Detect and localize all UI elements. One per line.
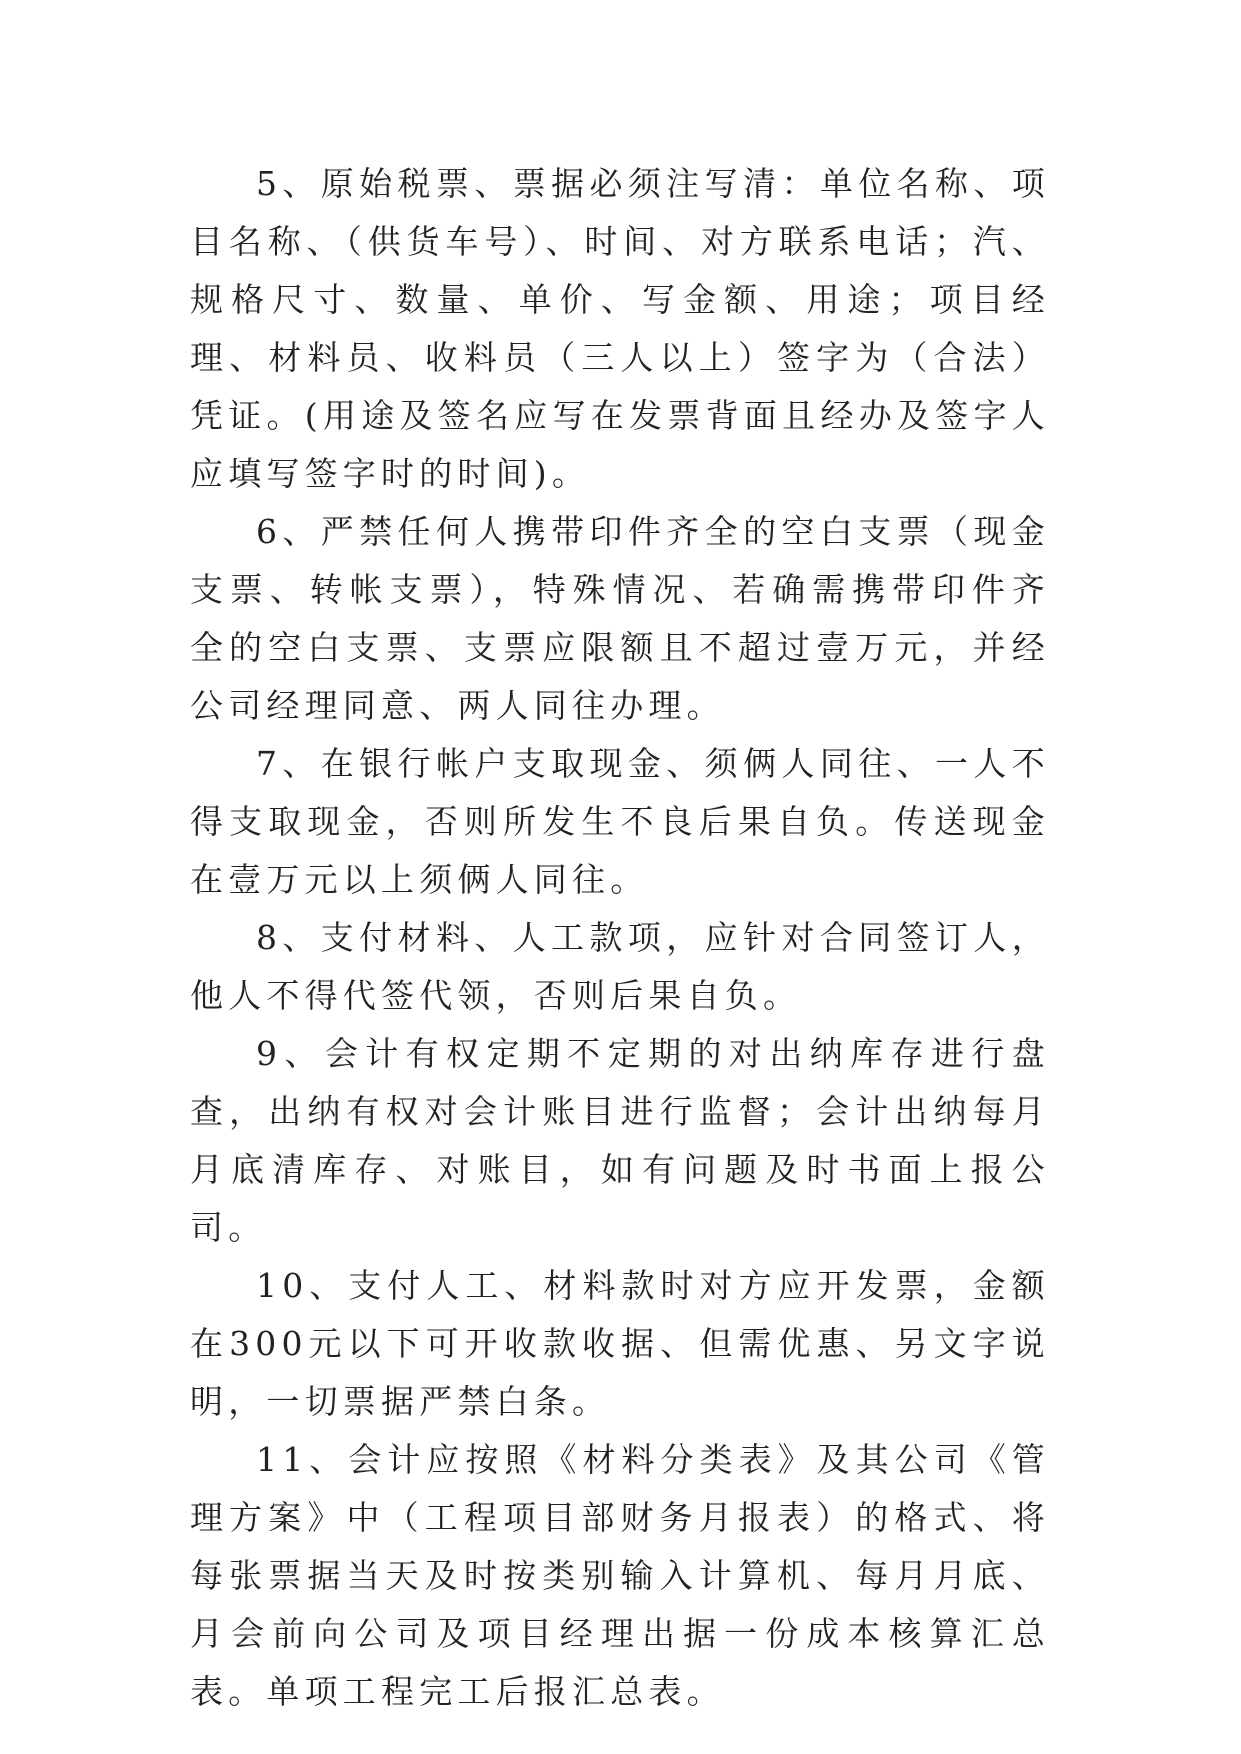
paragraph-9: 9、会计有权定期不定期的对出纳库存进行盘查，出纳有权对会计账目进行监督；会计出纳每月月底清库存、对账目，如有问题及时书面上报公司。 [190, 1034, 1050, 1247]
paragraph-10: 10、支付人工、材料款时对方应开发票，金额在300元以下可开收款收据、但需优惠、另文字说明，一切票据严禁白条。 [190, 1266, 1050, 1421]
paragraph-11: 11、会计应按照《材料分类表》及其公司《管理方案》中（工程项目部财务月报表）的格式、将每张票据当天及时按类别输入计算机、每月月底、月会前向公司及项目经理出据一份成本核算汇总表。单项工程完工后报汇总表。 [190, 1440, 1050, 1711]
paragraph-7: 7、在银行帐户支取现金、须俩人同往、一人不得支取现金，否则所发生不良后果自负。传送现金在壹万元以上须俩人同往。 [190, 744, 1050, 899]
paragraph-6: 6、严禁任何人携带印件齐全的空白支票（现金支票、转帐支票），特殊情况、若确需携带印件齐全的空白支票、支票应限额且不超过壹万元，并经公司经理同意、两人同往办理。 [190, 512, 1050, 725]
paragraph-8: 8、支付材料、人工款项，应针对合同签订人，他人不得代签代领，否则后果自负。 [190, 918, 1050, 1015]
paragraph-5: 5、原始税票、票据必须注写清：单位名称、项目名称、（供货车号）、时间、对方联系电话；汽、规格尺寸、数量、单价、写金额、用途；项目经理、材料员、收料员（三人以上）签字为（合法）凭证。(用途及签名应写在发票背面且经办及签字人应填写签字时的时间)。 [190, 164, 1050, 493]
document-body [190, 155, 1050, 1721]
